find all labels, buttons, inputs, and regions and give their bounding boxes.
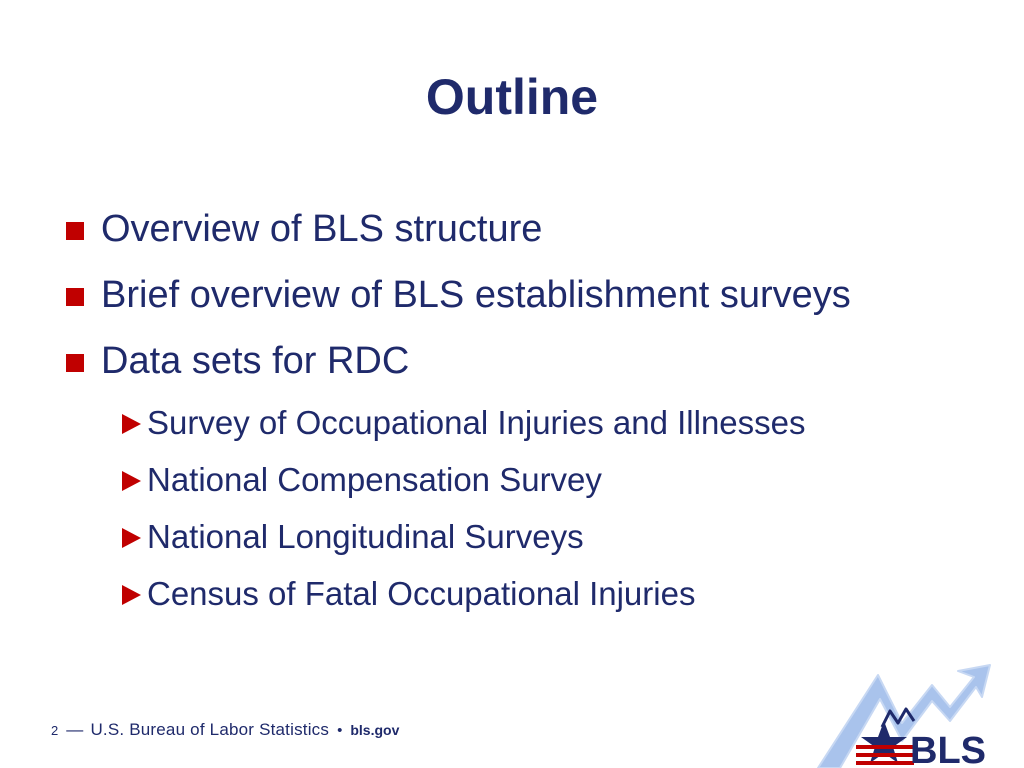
sub-bullet-item [66, 451, 996, 508]
bullet-item [66, 328, 996, 394]
triangle-bullet-icon [122, 585, 141, 605]
bullet-list [66, 196, 996, 622]
sub-bullet-item [66, 565, 996, 622]
agency-name: U.S. Bureau of Labor Statistics [90, 720, 330, 739]
page-number: 2 [51, 723, 59, 738]
square-bullet-icon [66, 354, 84, 372]
bullet-text: Data sets for RDC [101, 339, 410, 382]
bullet-item [66, 196, 996, 262]
sub-bullet-text: Survey of Occupational Injuries and Illnesses [147, 403, 806, 441]
triangle-bullet-icon [122, 414, 141, 434]
square-bullet-icon [66, 222, 84, 240]
bullet-text: Brief overview of BLS establishment surveys [101, 273, 851, 316]
footer-dash: — [66, 720, 84, 739]
sub-bullet-text: National Compensation Survey [147, 460, 602, 498]
slide-title: Outline [425, 69, 599, 125]
website-link[interactable]: bls.gov [350, 722, 400, 738]
triangle-bullet-icon [122, 471, 141, 491]
bullet-text: Overview of BLS structure [101, 207, 543, 250]
sub-bullet-item [66, 394, 996, 451]
bls-logo [810, 655, 1024, 768]
footer-separator: • [337, 722, 343, 739]
triangle-bullet-icon [122, 528, 141, 548]
logo-text: BLS [910, 730, 986, 768]
sub-bullet-text: Census of Fatal Occupational Injuries [147, 574, 696, 612]
bullet-item [66, 262, 996, 328]
sub-bullet-item [66, 508, 996, 565]
slide-footer [51, 720, 399, 746]
sub-bullet-text: National Longitudinal Surveys [147, 517, 584, 555]
square-bullet-icon [66, 288, 84, 306]
